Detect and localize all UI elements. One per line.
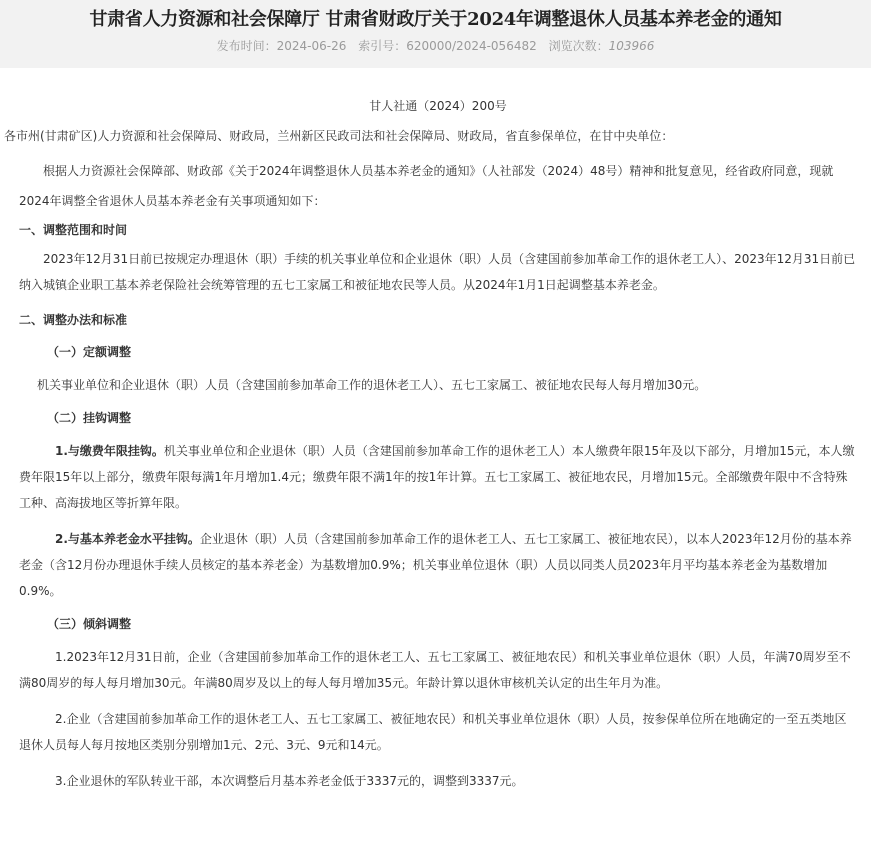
subsection-3-heading: （三）倾斜调整	[47, 617, 132, 631]
intro-paragraph: 根据人力资源社会保障部、财政部《关于2024年调整退休人员基本养老金的通知》（人社部发（2024）48号）精神和批复意见，经省政府同意，现就2024年调整全省退休人员基本养老金有关事项通知如下：	[19, 164, 834, 208]
item-2-lead: 2.与基本养老金水平挂钩。	[55, 532, 200, 546]
article-body	[0, 96, 871, 794]
item-1-lead: 1.与缴费年限挂钩。	[55, 444, 164, 458]
subsection-3-item-2: 2.企业（含建国前参加革命工作的退休老工人、五七工家属工、被征地农民）和机关事业单位退休（职）人员，按参保单位所在地确定的一至五类地区退休人员每人每月按地区类别分别增加1元、2元、3元、9元和14元。	[19, 712, 847, 752]
section-1-heading: 一、调整范围和时间	[19, 223, 128, 237]
item-1-text: 机关事业单位和企业退休（职）人员（含建国前参加革命工作的退休老工人）本人缴费年限15年及以下部分，月增加15元，本人缴费年限15年以上部分，缴费年限每满1年月增加1.4元；缴费年限不满1年的按1年计算。五七工家属工、被征地农民，月增加15元。全部缴费年限中不含特殊工种、高海拔地区等折算年限。	[19, 444, 855, 510]
article-title: 甘肃省人力资源和社会保障厅 甘肃省财政厅关于2024年调整退休人员基本养老金的通知	[89, 9, 782, 30]
section-2-heading: 二、调整办法和标准	[19, 313, 128, 327]
document-number: 甘人社通（2024）200号	[369, 99, 507, 113]
section-1-body: 2023年12月31日前已按规定办理退休（职）手续的机关事业单位和企业退休（职）人员（含建国前参加革命工作的退休老工人）、2023年12月31日前已纳入城镇企业职工基本养老保险社会统筹管理的五七工家属工和被征地农民等人员。从2024年1月1日起调整基本养老金。	[19, 252, 856, 292]
subsection-2-item-1	[19, 438, 857, 516]
publish-date: 发布时间：2024-06-26	[216, 39, 347, 53]
subsection-2-item-2	[19, 526, 857, 604]
view-count: 浏览次数：103966	[548, 39, 655, 53]
article-header	[0, 0, 871, 68]
subsection-1-body: 机关事业单位和企业退休（职）人员（含建国前参加革命工作的退休老工人）、五七工家属工、被征地农民每人每月增加30元。	[37, 378, 707, 392]
item-2-text: 企业退休（职）人员（含建国前参加革命工作的退休老工人、五七工家属工、被征地农民），以本人2023年12月份的基本养老金（含12月份办理退休手续人员核定的基本养老金）为基数增加0.9%；机关事业单位退休（职）人员以同类人员2023年月平均基本养老金为基数增加0.9%。	[19, 532, 852, 598]
subsection-3-item-1: 1.2023年12月31日前，企业（含建国前参加革命工作的退休老工人、五七工家属工、被征地农民）和机关事业单位退休（职）人员，年满70周岁至不满80周岁的每人每月增加30元。年满80周岁及以上的每人每月增加35元。年龄计算以退休审核机关认定的出生年月为准。	[19, 650, 851, 690]
subsection-3-item-3: 3.企业退休的军队转业干部，本次调整后月基本养老金低于3337元的，调整到3337元。	[55, 774, 524, 788]
addressee: 各市州(甘肃矿区)人力资源和社会保障局、财政局，兰州新区民政司法和社会保障局、财政局，省直参保单位，在甘中央单位：	[4, 129, 674, 143]
subsection-1-heading: （一）定额调整	[47, 345, 132, 359]
index-number: 索引号：620000/2024-056482	[358, 39, 537, 53]
article-meta	[0, 38, 871, 54]
subsection-2-heading: （二）挂钩调整	[47, 411, 132, 425]
